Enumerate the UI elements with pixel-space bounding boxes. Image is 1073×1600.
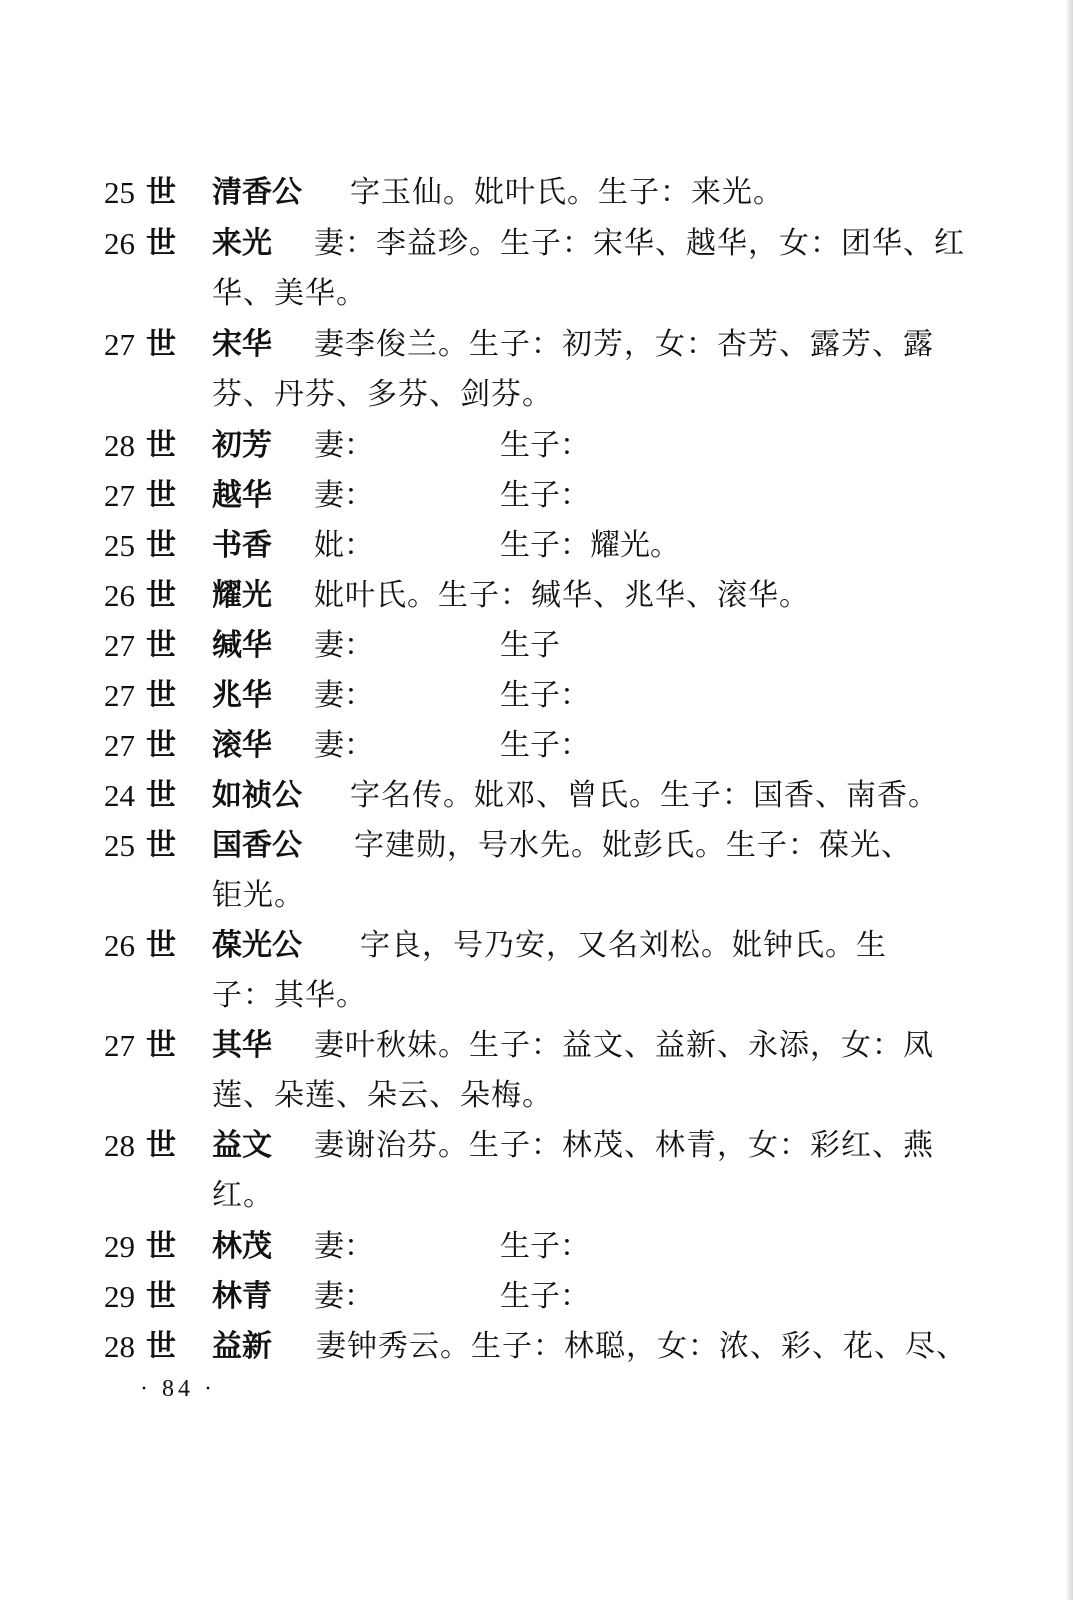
- generation-number: 27: [104, 478, 135, 513]
- person-name: 益文: [212, 1128, 272, 1163]
- generation-number: 25: [104, 528, 135, 563]
- entry-line: [104, 168, 934, 218]
- generation-suffix: 世: [146, 1028, 176, 1063]
- entry-line: [104, 1322, 967, 1372]
- genealogy-entry: [104, 521, 934, 571]
- genealogy-entry: [104, 921, 934, 1021]
- spouse-field: 妻：: [314, 628, 374, 663]
- children-field: 生子：耀光。: [500, 528, 680, 563]
- generation-number: 26: [104, 226, 135, 261]
- genealogy-entry: [104, 1322, 967, 1372]
- generation-number: 28: [104, 428, 135, 463]
- genealogy-entry: [104, 571, 934, 621]
- generation-suffix: 世: [146, 628, 176, 663]
- generation-suffix: 世: [146, 1128, 176, 1163]
- person-name: 来光: [212, 226, 272, 261]
- genealogy-entry: [104, 771, 939, 821]
- generation-number: 27: [104, 678, 135, 713]
- person-description: 妻：李益珍。生子：宋华、越华，女：团华、红: [314, 226, 965, 261]
- genealogy-entry: [104, 1222, 934, 1272]
- person-name: 耀光: [212, 578, 272, 613]
- children-field: 生子：: [500, 428, 590, 463]
- person-name: 缄华: [212, 628, 272, 663]
- genealogy-entry: [104, 471, 934, 521]
- entry-line: [104, 1021, 934, 1071]
- description-continuation: 子：其华。: [212, 978, 367, 1013]
- page-number: · 84 ·: [140, 1376, 216, 1402]
- person-name: 初芳: [212, 428, 272, 463]
- entry-line: [104, 771, 939, 821]
- spouse-field: 妻：: [314, 728, 374, 763]
- person-name: 清香公: [212, 175, 302, 210]
- scan-edge-shadow: [1065, 0, 1073, 1600]
- description-continuation: 莲、朵莲、朵云、朵梅。: [212, 1078, 553, 1113]
- person-name: 书香: [212, 528, 272, 563]
- generation-suffix: 世: [146, 428, 176, 463]
- generation-suffix: 世: [146, 478, 176, 513]
- generation-suffix: 世: [146, 578, 176, 613]
- person-description: 字建勋，号水先。妣彭氏。生子：葆光、: [354, 828, 912, 863]
- generation-number: 29: [104, 1279, 135, 1314]
- person-description: 妣叶氏。生子：缄华、兆华、滚华。: [314, 578, 810, 613]
- genealogy-entry: [104, 168, 934, 218]
- genealogy-entry: [104, 821, 934, 921]
- person-name: 葆光公: [212, 928, 302, 963]
- generation-suffix: 世: [146, 728, 176, 763]
- children-field: 生子: [500, 628, 560, 663]
- generation-number: 27: [104, 1028, 135, 1063]
- description-continuation: 华、美华。: [212, 276, 367, 311]
- entry-line: [104, 320, 934, 370]
- genealogy-entry: [104, 219, 965, 319]
- spouse-field: 妻：: [314, 1279, 374, 1314]
- person-name: 林茂: [212, 1229, 272, 1264]
- generation-number: 29: [104, 1229, 135, 1264]
- children-field: 生子：: [500, 728, 590, 763]
- entry-line: [104, 1222, 934, 1272]
- description-continuation: 红。: [212, 1178, 274, 1213]
- children-field: 生子：: [500, 678, 590, 713]
- person-name: 如祯公: [212, 778, 302, 813]
- genealogy-entry: [104, 1121, 934, 1221]
- generation-number: 25: [104, 828, 135, 863]
- entry-line: [104, 571, 934, 621]
- generation-number: 26: [104, 578, 135, 613]
- entry-line: [104, 671, 934, 721]
- entry-line: [104, 471, 934, 521]
- generation-number: 27: [104, 628, 135, 663]
- generation-suffix: 世: [146, 226, 176, 261]
- entry-line: [104, 721, 934, 771]
- person-name: 宋华: [212, 327, 272, 362]
- description-continuation: 钜光。: [212, 878, 305, 913]
- person-description: 字玉仙。妣叶氏。生子：来光。: [350, 175, 784, 210]
- person-description: 字良，号乃安，又名刘松。妣钟氏。生: [360, 928, 887, 963]
- genealogy-entry: [104, 621, 934, 671]
- genealogy-entry: [104, 421, 934, 471]
- person-name: 兆华: [212, 678, 272, 713]
- entry-line: [104, 219, 965, 269]
- entry-line: [104, 1272, 934, 1322]
- spouse-field: 妻：: [314, 678, 374, 713]
- person-name: 滚华: [212, 728, 272, 763]
- person-description: 妻李俊兰。生子：初芳，女：杏芳、露芳、露: [314, 327, 934, 362]
- generation-suffix: 世: [146, 778, 176, 813]
- entry-line: [104, 921, 934, 971]
- genealogy-entry: [104, 1021, 934, 1121]
- children-field: 生子：: [500, 1279, 590, 1314]
- spouse-field: 妣：: [314, 528, 374, 563]
- spouse-field: 妻：: [314, 1229, 374, 1264]
- generation-number: 28: [104, 1128, 135, 1163]
- person-name: 林青: [212, 1279, 272, 1314]
- generation-number: 25: [104, 175, 135, 210]
- spouse-field: 妻：: [314, 428, 374, 463]
- person-name: 越华: [212, 478, 272, 513]
- person-name: 国香公: [212, 828, 302, 863]
- genealogy-entry: [104, 1272, 934, 1322]
- entry-line: [104, 621, 934, 671]
- description-continuation: 芬、丹芬、多芬、剑芬。: [212, 377, 553, 412]
- generation-suffix: 世: [146, 327, 176, 362]
- entry-line: [104, 521, 934, 571]
- children-field: 生子：: [500, 478, 590, 513]
- generation-suffix: 世: [146, 1229, 176, 1264]
- entry-line: [104, 421, 934, 471]
- person-description: 字名传。妣邓、曾氏。生子：国香、南香。: [350, 778, 939, 813]
- person-name: 益新: [212, 1329, 272, 1364]
- generation-number: 27: [104, 728, 135, 763]
- generation-suffix: 世: [146, 528, 176, 563]
- generation-number: 27: [104, 327, 135, 362]
- person-name: 其华: [212, 1028, 272, 1063]
- person-description: 妻谢治芬。生子：林茂、林青，女：彩红、燕: [314, 1128, 934, 1163]
- genealogy-entry: [104, 671, 934, 721]
- generation-suffix: 世: [146, 928, 176, 963]
- entry-line: [104, 1121, 934, 1171]
- generation-suffix: 世: [146, 175, 176, 210]
- person-description: 妻钟秀云。生子：林聪，女：浓、彩、花、尽、: [316, 1329, 967, 1364]
- genealogy-entry: [104, 721, 934, 771]
- generation-suffix: 世: [146, 1279, 176, 1314]
- spouse-field: 妻：: [314, 478, 374, 513]
- entry-line: [104, 821, 934, 871]
- person-description: 妻叶秋妹。生子：益文、益新、永添，女：凤: [314, 1028, 934, 1063]
- genealogy-entry: [104, 320, 934, 420]
- generation-suffix: 世: [146, 678, 176, 713]
- generation-suffix: 世: [146, 1329, 176, 1364]
- generation-number: 28: [104, 1329, 135, 1364]
- children-field: 生子：: [500, 1229, 590, 1264]
- generation-suffix: 世: [146, 828, 176, 863]
- generation-number: 26: [104, 928, 135, 963]
- generation-number: 24: [104, 778, 135, 813]
